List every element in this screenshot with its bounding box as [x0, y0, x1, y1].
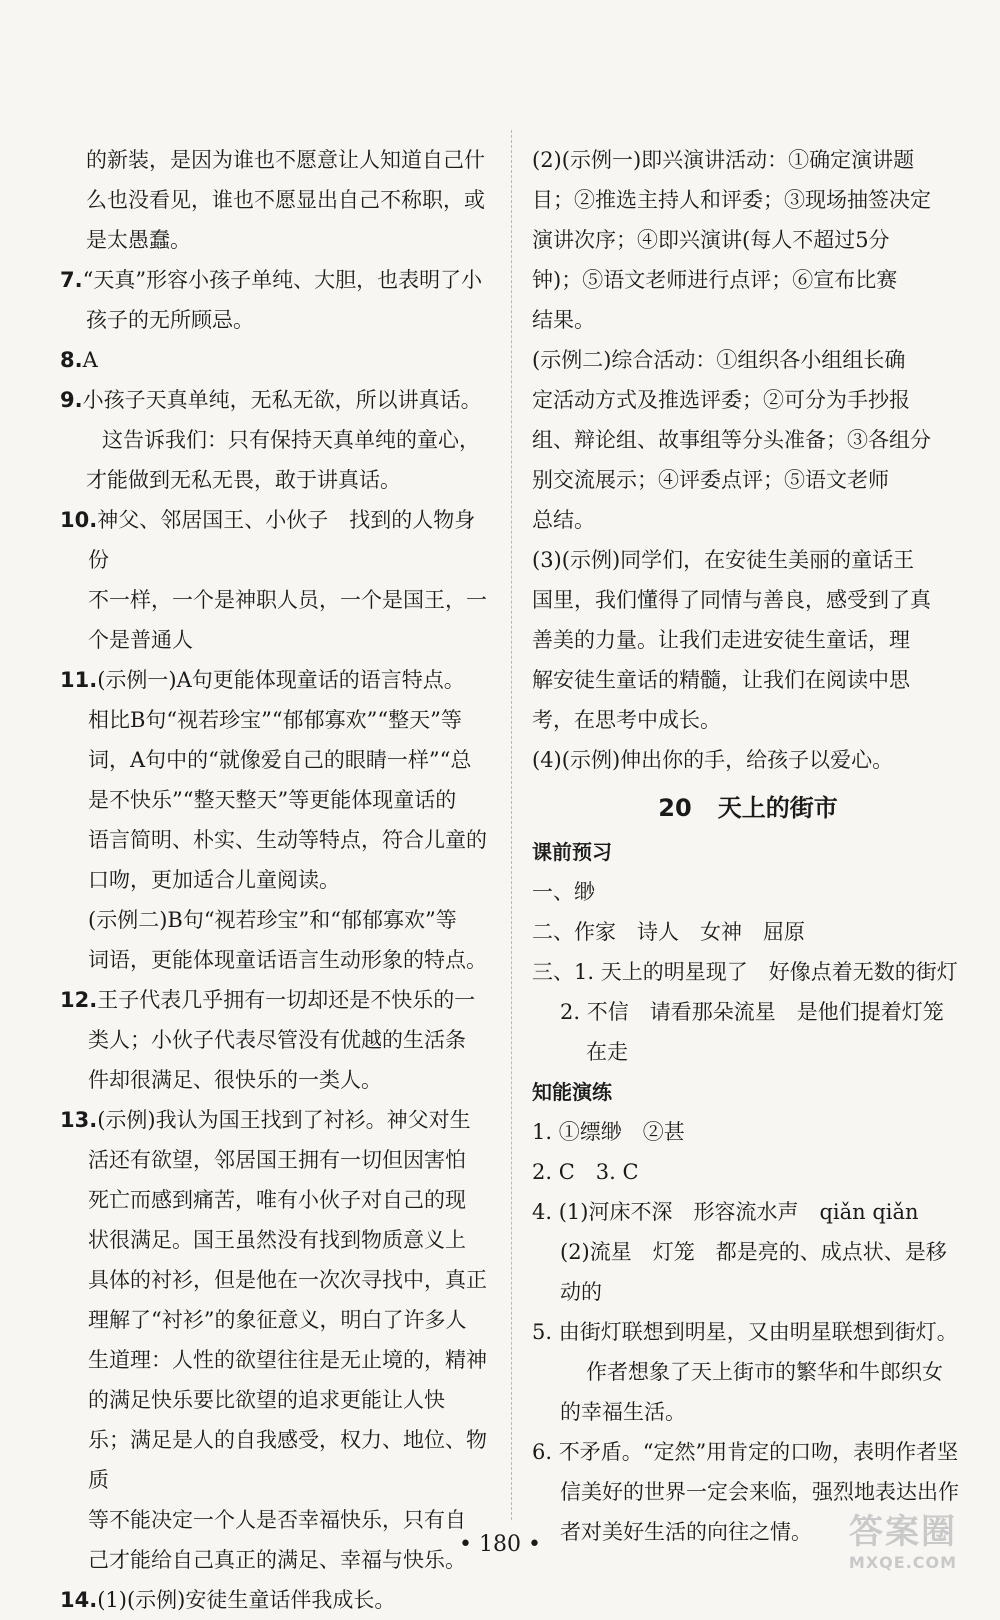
answer-9: 9.小孩子天真单纯，无私无欲，所以讲真话。 [60, 388, 482, 412]
answer-14-part-3: (3)(示例)同学们，在安徒生美丽的童话王 国里，我们懂得了同情与善良，感受到了真 善美的力量。让我们走进安徒生童话，理 解安徒生童话的精髓，让我们在阅读中思 考，在思考中成长。 [532, 548, 931, 732]
answer-12: 12.王子代表几乎拥有一切却还是不快乐的一 类人；小伙子代表尽管没有优越的生活条 件却很满足、很快乐的一类人。 [60, 988, 476, 1092]
answer-7: 7.“天真”形容小孩子单纯、大胆，也表明了小 孩子的无所顾忌。 [60, 268, 483, 332]
column-divider [511, 130, 512, 1520]
right-column [532, 140, 964, 1552]
page-number: • 180 • [459, 1532, 541, 1557]
answer-11: 11.(示例一)A句更能体现童话的语言特点。 相比B句“视若珍宝”“郁郁寡欢”“整天”等 词，A句中的“就像爱自己的眼睛一样”“总 是不快乐”“整天整天”等更能体现童话的 语言简明、朴实、生动等特点，符合儿童的 口吻，更加适合儿童阅读。 [60, 668, 487, 892]
answer-6-continuation: 的新装，是因为谁也不愿意让人知道自己什 么也没看见，谁也不愿显出自己不称职，或 是太愚蠢。 [86, 148, 485, 252]
practice-answer-2-3: 2. C 3. C [532, 1160, 639, 1184]
section-name: 天上的街市 [717, 794, 838, 822]
practice-answer-4: 4. (1)河床不深 形容流水声 qiǎn qiǎn (2)流星 灯笼 都是亮的、成点状、是移 动的 [532, 1200, 947, 1304]
answer-10: 10.神父、邻居国王、小伙子 找到的人物身份 不一样，一个是神职人员，一个是国王，一 个是普通人 [60, 508, 487, 652]
answer-14-part-4: (4)(示例)伸出你的手，给孩子以爱心。 [532, 748, 894, 772]
practice-heading: 知能演练 [532, 1080, 612, 1104]
left-column [60, 140, 490, 1620]
preview-item-2: 二、作家 诗人 女神 屈原 [532, 920, 805, 944]
answer-14-part-2-example-2: (示例二)综合活动：①组织各小组组长确 定活动方式及推选评委；②可分为手抄报 组、辩论组、故事组等分头准备；③各组分 别交流展示；④评委点评；⑤语文老师 总结。 [532, 348, 931, 532]
section-title [532, 786, 964, 830]
preview-heading: 课前预习 [532, 840, 612, 864]
practice-answer-5: 5. 由街灯联想到明星，又由明星联想到街灯。 作者想象了天上街市的繁华和牛郎织女 的幸福生活。 [532, 1320, 958, 1424]
answer-8: 8.A [60, 348, 98, 372]
answer-14: 14.(1)(示例)安徒生童话伴我成长。 [60, 1588, 396, 1612]
practice-answer-6: 6. 不矛盾。“定然”用肯定的口吻，表明作者坚 信美好的世界一定会来临，强烈地表达出作 者对美好生活的向往之情。 [532, 1440, 959, 1544]
answer-14-part-2: (2)(示例一)即兴演讲活动：①确定演讲题 目；②推选主持人和评委；③现场抽签决定 演讲次序；④即兴演讲(每人不超过5分 钟)；⑤语文老师进行点评；⑥宣布比赛 结果。 [532, 148, 931, 332]
answer-11-example-2: (示例二)B句“视若珍宝”和“郁郁寡欢”等 词语，更能体现童话语言生动形象的特点。 [88, 908, 487, 972]
answer-9-para: 这告诉我们：只有保持天真单纯的童心， 才能做到无私无畏，敢于讲真话。 [86, 428, 480, 492]
section-number: 20 [658, 794, 692, 822]
preview-item-3: 三、1. 天上的明星现了 好像点着无数的街灯 2. 不信 请看那朵流星 是他们提着灯笼 在走 [532, 960, 958, 1064]
preview-item-1: 一、缈 [532, 880, 595, 904]
practice-answer-1: 1. ①缥缈 ②甚 [532, 1120, 685, 1144]
answer-13: 13.(示例)我认为国王找到了衬衫。神父对生 活还有欲望，邻居国王拥有一切但因害怕 死亡而感到痛苦，唯有小伙子对自己的现 状很满足。国王虽然没有找到物质意义上 具体的衬衫，但是他在一次次寻找中，真正 理解了“衬衫”的象征意义，明白了许多人 生道理：人性的欲望往往是无止境的，精神 的满足快乐要比欲望的追求更能让人快 乐；满足是人的自我感受，权力、地位、物质 等不能决定一个人是否幸福快乐，只有自 己才能给自己真正的满足、幸福与快乐。 [60, 1108, 487, 1572]
watermark-logo: 答案圈 MXQE.COM [848, 1512, 958, 1572]
